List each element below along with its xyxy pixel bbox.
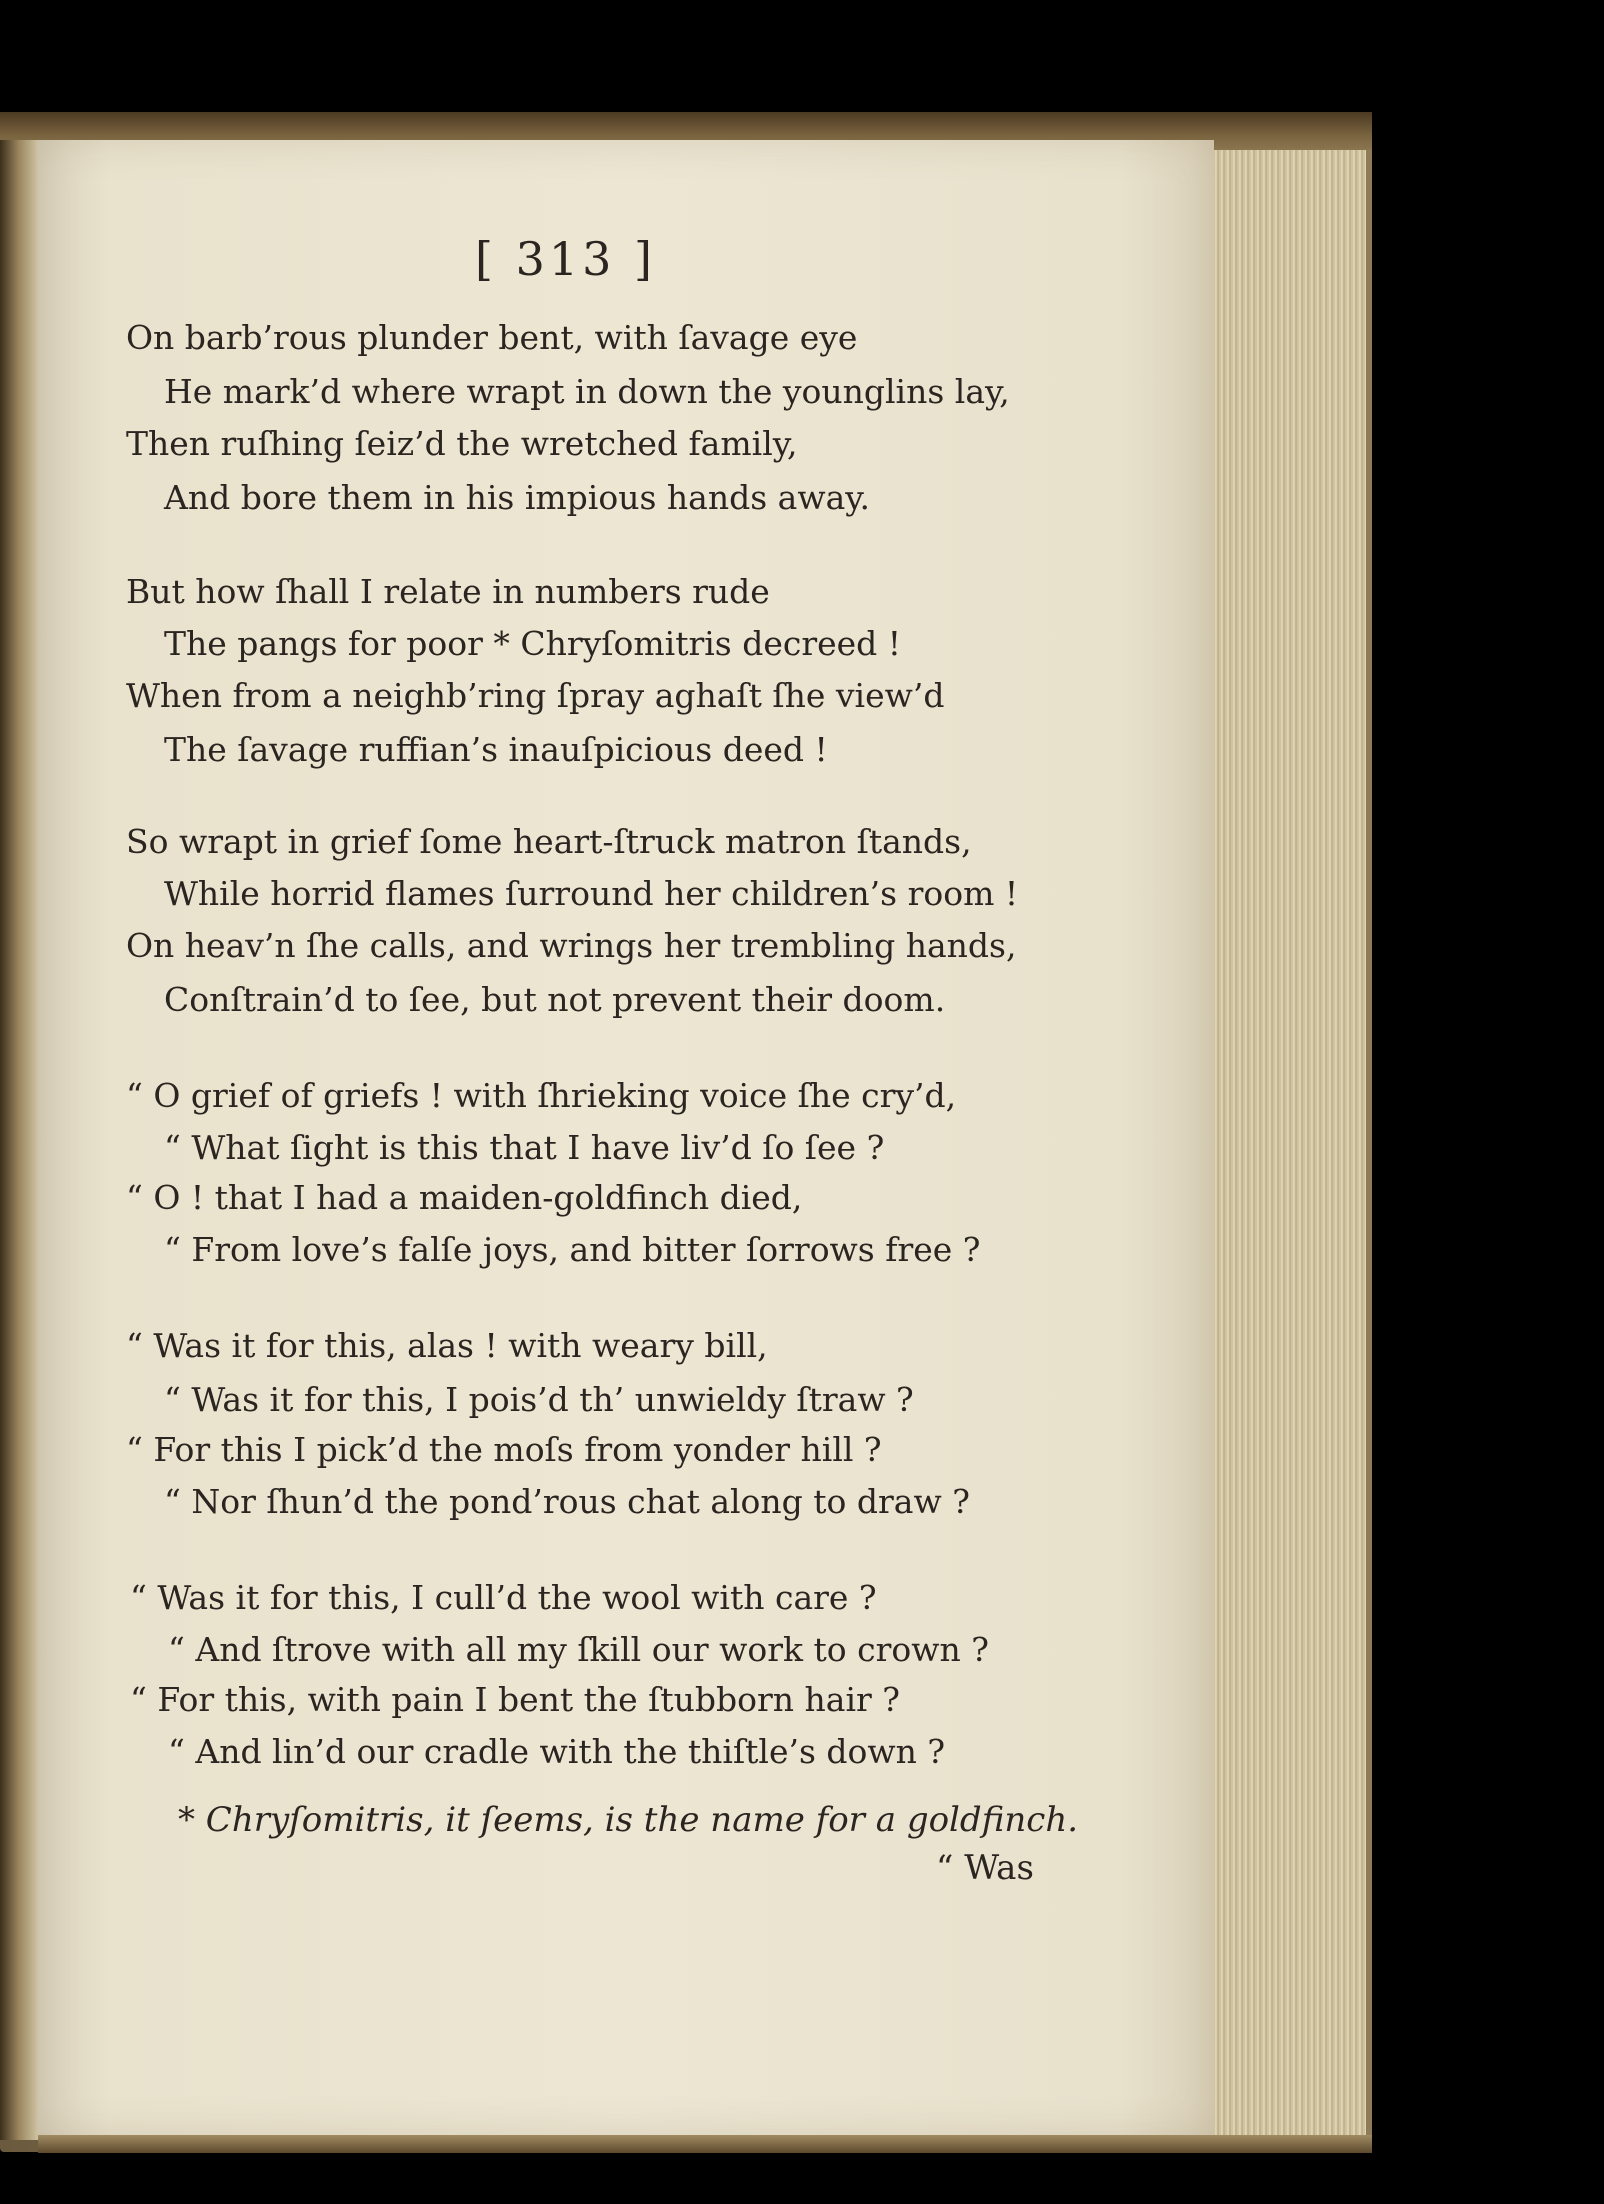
- poem-line: “ Was it for this, I cull’d the wool with care ?: [130, 1578, 877, 1617]
- poem-line: “ Was it for this, alas ! with weary bill,: [126, 1326, 768, 1365]
- poem-line: But how ſhall I relate in numbers rude: [126, 572, 770, 611]
- page-number: [ 313 ]: [475, 232, 656, 286]
- poem-line: “ For this, with pain I bent the ſtubborn hair ?: [130, 1680, 900, 1719]
- poem-line: “ O ! that I had a maiden-goldfinch died,: [126, 1178, 803, 1217]
- poem-line: “ Was it for this, I pois’d th’ unwieldy ſtraw ?: [164, 1380, 914, 1419]
- poem-line: Then ruſhing ſeiz’d the wretched family,: [126, 424, 798, 463]
- poem-line: On heav’n ſhe calls, and wrings her trembling hands,: [126, 926, 1017, 965]
- footnote: * Chryſomitris, it ſeems, is the name for a goldfinch.: [178, 1800, 1079, 1840]
- poem-line: So wrapt in grief ſome heart-ſtruck matron ſtands,: [126, 822, 972, 861]
- poem-line: When from a neighb’ring ſpray aghaſt ſhe view’d: [126, 676, 945, 715]
- poem-line: “ And ſtrove with all my ſkill our work to crown ?: [168, 1630, 989, 1669]
- poem-line: The pangs for poor * Chryſomitris decreed !: [164, 624, 902, 663]
- poem-line: On barb’rous plunder bent, with ſavage eye: [126, 318, 858, 357]
- poem-line: And bore them in his impious hands away.: [164, 478, 870, 517]
- book-bottom-edge: [38, 2135, 1372, 2153]
- poem-line: The ſavage ruffian’s inauſpicious deed !: [164, 730, 828, 769]
- poem-line: “ From love’s falſe joys, and bitter ſorrows free ?: [164, 1230, 981, 1269]
- poem-line: While horrid flames ſurround her children’s room !: [164, 874, 1019, 913]
- poem-line: “ Nor ſhun’d the pond’rous chat along to draw ?: [164, 1482, 970, 1521]
- book-gutter: [0, 140, 38, 2140]
- poem-line: “ For this I pick’d the moſs from yonder hill ?: [126, 1430, 882, 1469]
- poem-line: “ And lin’d our cradle with the thiſtle’s down ?: [168, 1732, 946, 1771]
- poem-line: “ What ſight is this that I have liv’d ſo ſee ?: [164, 1128, 885, 1167]
- poem-line: “ O grief of griefs ! with ſhrieking voice ſhe cry’d,: [126, 1076, 957, 1115]
- poem-line: He mark’d where wrapt in down the younglins lay,: [164, 372, 1010, 411]
- poem-line: Conſtrain’d to ſee, but not prevent their doom.: [164, 980, 946, 1019]
- page-edges: [1214, 150, 1372, 2135]
- catchword: “ Was: [936, 1848, 1034, 1888]
